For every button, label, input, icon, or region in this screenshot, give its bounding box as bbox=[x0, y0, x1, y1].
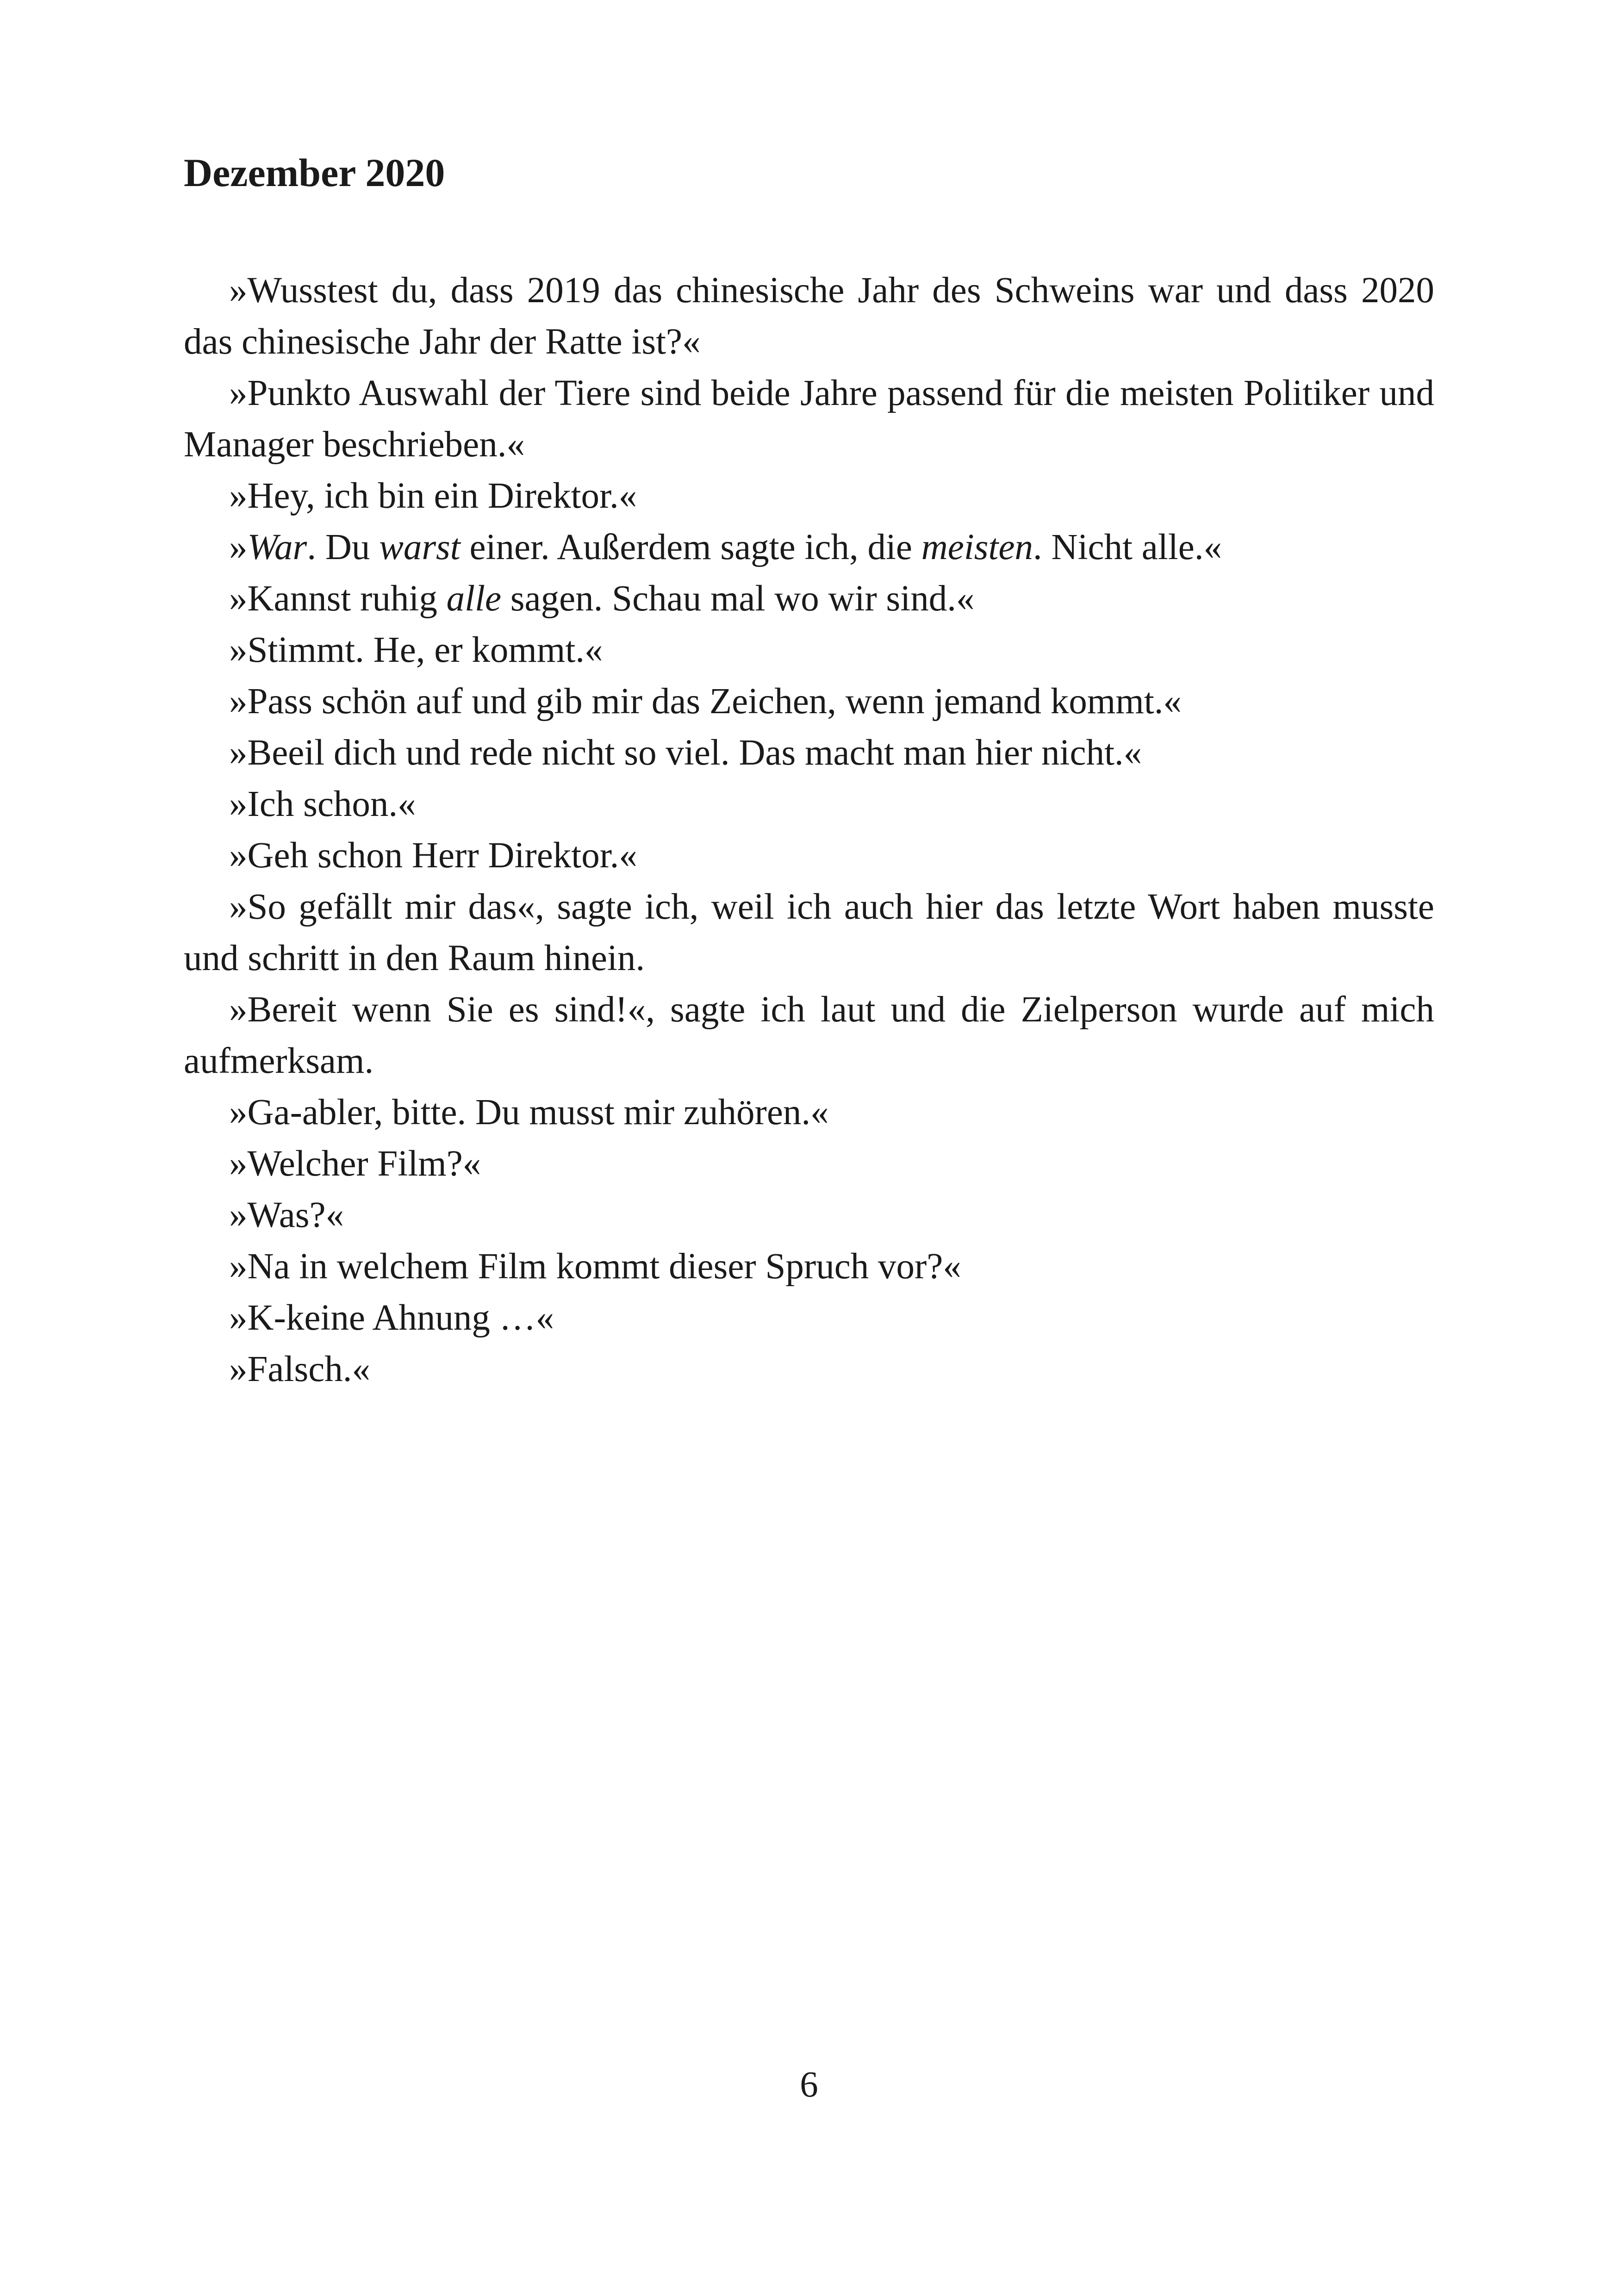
text-run: »Stimmt. He, er kommt.« bbox=[229, 630, 603, 670]
dialogue-paragraph bbox=[184, 676, 1434, 727]
emphasized-text: warst bbox=[379, 527, 461, 567]
text-run: »Wusstest du, dass 2019 das chinesische Jahr des Schweins war und dass 2020 das chinesische Jahr der Ratte ist?« bbox=[184, 270, 1434, 362]
dialogue-paragraph bbox=[184, 1241, 1434, 1292]
dialogue-paragraph bbox=[184, 367, 1434, 470]
dialogue-paragraph bbox=[184, 522, 1434, 573]
text-run: »Ich schon.« bbox=[229, 784, 416, 824]
text-run: sagen. Schau mal wo wir sind.« bbox=[501, 579, 975, 619]
text-run: »Kannst ruhig bbox=[229, 579, 447, 619]
text-run: . Du bbox=[307, 527, 380, 567]
text-run: »Geh schon Herr Direktor.« bbox=[229, 835, 637, 876]
dialogue-paragraph bbox=[184, 881, 1434, 984]
text-run: »Beeil dich und rede nicht so viel. Das macht man hier nicht.« bbox=[229, 733, 1142, 773]
text-run: »Hey, ich bin ein Direktor.« bbox=[229, 476, 637, 516]
text-run: »Ga-abler, bitte. Du musst mir zuhören.« bbox=[229, 1092, 829, 1132]
emphasized-text: meisten bbox=[921, 527, 1033, 567]
chapter-heading: Dezember 2020 bbox=[184, 150, 445, 195]
emphasized-text: alle bbox=[446, 579, 502, 619]
emphasized-text: War bbox=[247, 527, 307, 567]
text-run: . Nicht alle.« bbox=[1033, 527, 1222, 567]
dialogue-paragraph bbox=[184, 727, 1434, 778]
dialogue-paragraph bbox=[184, 573, 1434, 624]
dialogue-paragraph bbox=[184, 1344, 1434, 1395]
text-run: »Pass schön auf und gib mir das Zeichen, wenn jemand kommt.« bbox=[229, 681, 1182, 722]
text-run: » bbox=[229, 527, 248, 567]
text-run: »Welcher Film?« bbox=[229, 1144, 481, 1184]
dialogue-paragraph bbox=[184, 1087, 1434, 1138]
dialogue-paragraph bbox=[184, 984, 1434, 1087]
text-run: »K-keine Ahnung …« bbox=[229, 1298, 554, 1338]
text-run: »Falsch.« bbox=[229, 1349, 371, 1389]
text-run: »Bereit wenn Sie es sind!«, sagte ich laut und die Zielperson wurde auf mich aufmerksam. bbox=[184, 989, 1434, 1081]
dialogue-paragraph bbox=[184, 470, 1434, 522]
dialogue-paragraph bbox=[184, 1189, 1434, 1241]
page-number: 6 bbox=[800, 2065, 818, 2105]
dialogue-paragraph bbox=[184, 778, 1434, 830]
text-run: »Was?« bbox=[229, 1195, 344, 1235]
dialogue-paragraph bbox=[184, 624, 1434, 676]
text-run: einer. Außerdem sagte ich, die bbox=[460, 527, 921, 567]
text-run: »So gefällt mir das«, sagte ich, weil ich auch hier das letzte Wort haben musste und schritt in den Raum hinein. bbox=[184, 887, 1434, 978]
text-run: »Na in welchem Film kommt dieser Spruch vor?« bbox=[229, 1246, 961, 1287]
dialogue-paragraph bbox=[184, 1292, 1434, 1344]
text-run: »Punkto Auswahl der Tiere sind beide Jahre passend für die meisten Politiker und Manager beschrieben.« bbox=[184, 373, 1434, 465]
dialogue-text-block bbox=[184, 265, 1434, 1395]
dialogue-paragraph bbox=[184, 265, 1434, 367]
dialogue-paragraph bbox=[184, 830, 1434, 881]
dialogue-paragraph bbox=[184, 1138, 1434, 1189]
